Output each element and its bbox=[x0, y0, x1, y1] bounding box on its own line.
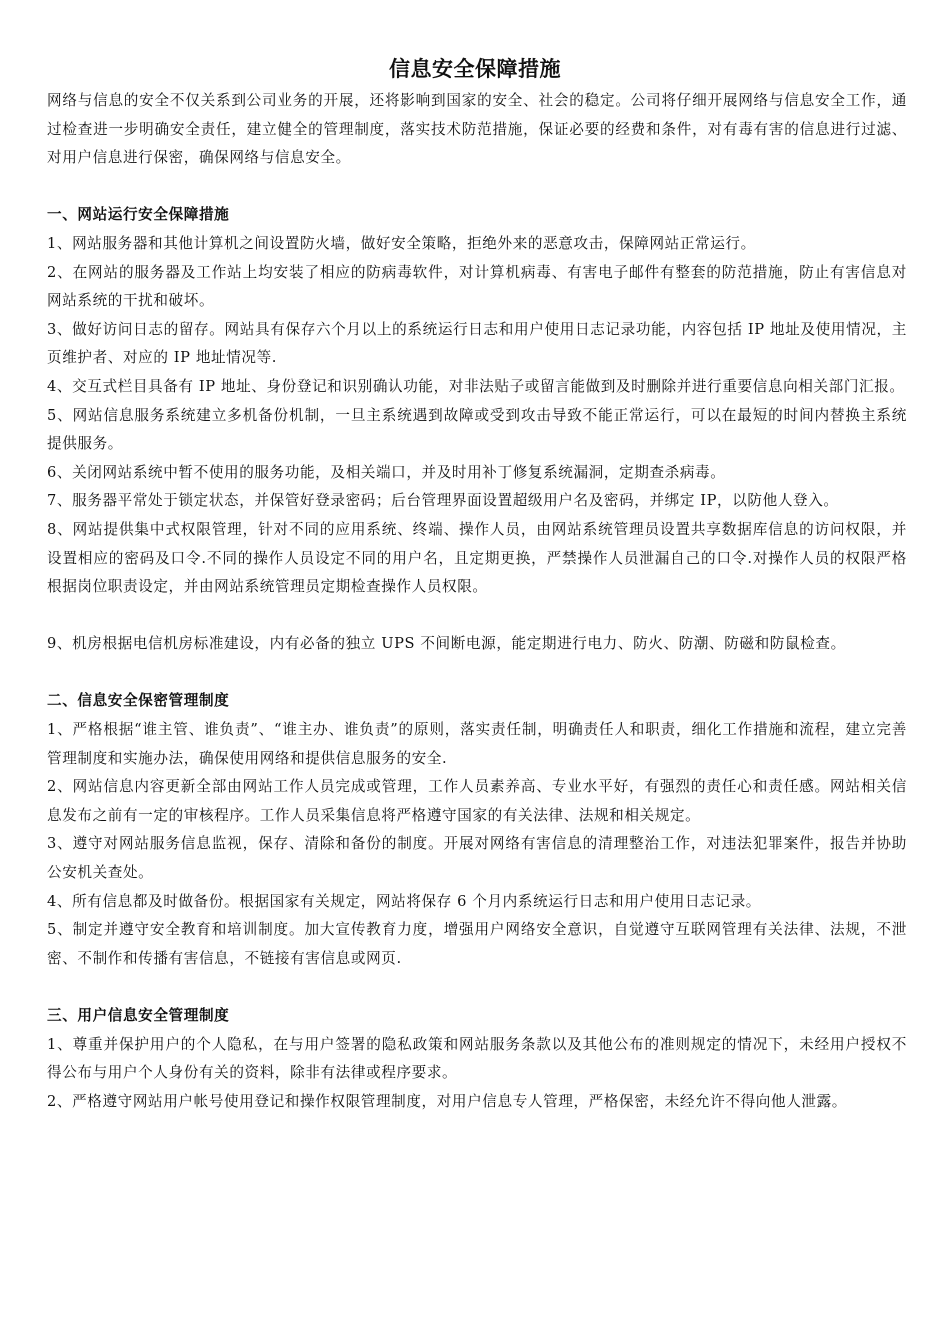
section2-item-1: 1、严格根据“谁主管、谁负责”、“谁主办、谁负责”的原则，落实责任制，明确责任人和职责，细化工作措施和流程，建立完善管理制度和实施办法，确保使用网络和提供信息服务的安全. bbox=[47, 721, 907, 767]
section1-item-9: 9、机房根据电信机房标准建设，内有必备的独立 UPS 不间断电源，能定期进行电力、防火、防潮、防磁和防鼠检查。 bbox=[47, 635, 846, 653]
section2-item-4: 4、所有信息都及时做备份。根据国家有关规定，网站将保存 6 个月内系统运行日志和用户使用日志记录。 bbox=[47, 892, 761, 910]
spacer bbox=[47, 659, 907, 688]
section-heading-2: 二、信息安全保密管理制度 bbox=[47, 692, 230, 710]
spacer bbox=[47, 173, 907, 202]
section1-item-8: 8、网站提供集中式权限管理，针对不同的应用系统、终端、操作人员，由网站系统管理员设置共享数据库信息的访问权限，并设置相应的密码及口令.不同的操作人员设定不同的用户名，且定期更换，严禁操作人员泄漏自己的口令.对操作人员的权限严格根据岗位职责设定，并由网站系统管理员定期检查操作人员权限。 bbox=[47, 520, 907, 596]
section3-item-1: 1、尊重并保护用户的个人隐私，在与用户签署的隐私政策和网站服务条款以及其他公布的准则规定的情况下，未经用户授权不得公布与用户个人身份有关的资料，除非有法律或程序要求。 bbox=[47, 1035, 907, 1082]
section1-item-5: 5、网站信息服务系统建立多机备份机制，一旦主系统遇到故障或受到攻击导致不能正常运行，可以在最短的时间内替换主系统提供服务。 bbox=[47, 406, 907, 453]
section3-item-2: 2、严格遵守网站用户帐号使用登记和操作权限管理制度，对用户信息专人管理，严格保密，未经允许不得向他人泄露。 bbox=[47, 1092, 847, 1110]
section1-item-1: 1、网站服务器和其他计算机之间设置防火墙，做好安全策略，拒绝外来的恶意攻击，保障网站正常运行。 bbox=[47, 234, 756, 252]
section1-item-6: 6、关闭网站系统中暂不使用的服务功能，及相关端口，并及时用补丁修复系统漏洞，定期查杀病毒。 bbox=[47, 463, 726, 481]
section1-item-2: 2、在网站的服务器及工作站上均安装了相应的防病毒软件，对计算机病毒、有害电子邮件有整套的防范措施，防止有害信息对网站系统的干扰和破坏。 bbox=[47, 263, 907, 310]
section2-item-3: 3、遵守对网站服务信息监视，保存、清除和备份的制度。开展对网络有害信息的清理整治工作，对违法犯罪案件，报告并协助公安机关查处。 bbox=[47, 835, 907, 882]
section1-item-7: 7、服务器平常处于锁定状态，并保管好登录密码；后台管理界面设置超级用户名及密码，并绑定 IP，以防他人登入。 bbox=[47, 492, 839, 510]
section1-item-3: 3、做好访问日志的留存。网站具有保存六个月以上的系统运行日志和用户使用日志记录功能，内容包括 IP 地址及使用情况，主页维护者、对应的 IP 地址情况等. bbox=[47, 320, 907, 367]
document-body bbox=[47, 87, 907, 1116]
section-heading-3: 三、用户信息安全管理制度 bbox=[47, 1007, 230, 1024]
section-heading-1: 一、网站运行安全保障措施 bbox=[47, 206, 230, 224]
section1-item-4: 4、交互式栏目具备有 IP 地址、身份登记和识别确认功能，对非法贴子或留言能做到及时删除并进行重要信息向相关部门汇报。 bbox=[47, 377, 905, 395]
spacer bbox=[47, 973, 907, 1002]
document-title: 信息安全保障措施 bbox=[389, 57, 561, 81]
intro-paragraph: 网络与信息的安全不仅关系到公司业务的开展，还将影响到国家的安全、社会的稳定。公司将仔细开展网络与信息安全工作，通过检查进一步明确安全责任，建立健全的管理制度，落实技术防范措施，保证必要的经费和条件，对有毒有害的信息进行过滤、对用户信息进行保密，确保网络与信息安全。 bbox=[47, 92, 907, 167]
section2-item-5: 5、制定并遵守安全教育和培训制度。加大宣传教育力度，增强用户网络安全意识，自觉遵守互联网管理有关法律、法规，不泄密、不制作和传播有害信息，不链接有害信息或网页. bbox=[47, 921, 907, 967]
spacer bbox=[47, 602, 907, 631]
section2-item-2: 2、网站信息内容更新全部由网站工作人员完成或管理，工作人员素养高、专业水平好，有强烈的责任心和责任感。网站相关信息发布之前有一定的审核程序。工作人员采集信息将严格遵守国家的有关法律、法规和相关规定。 bbox=[47, 778, 907, 824]
